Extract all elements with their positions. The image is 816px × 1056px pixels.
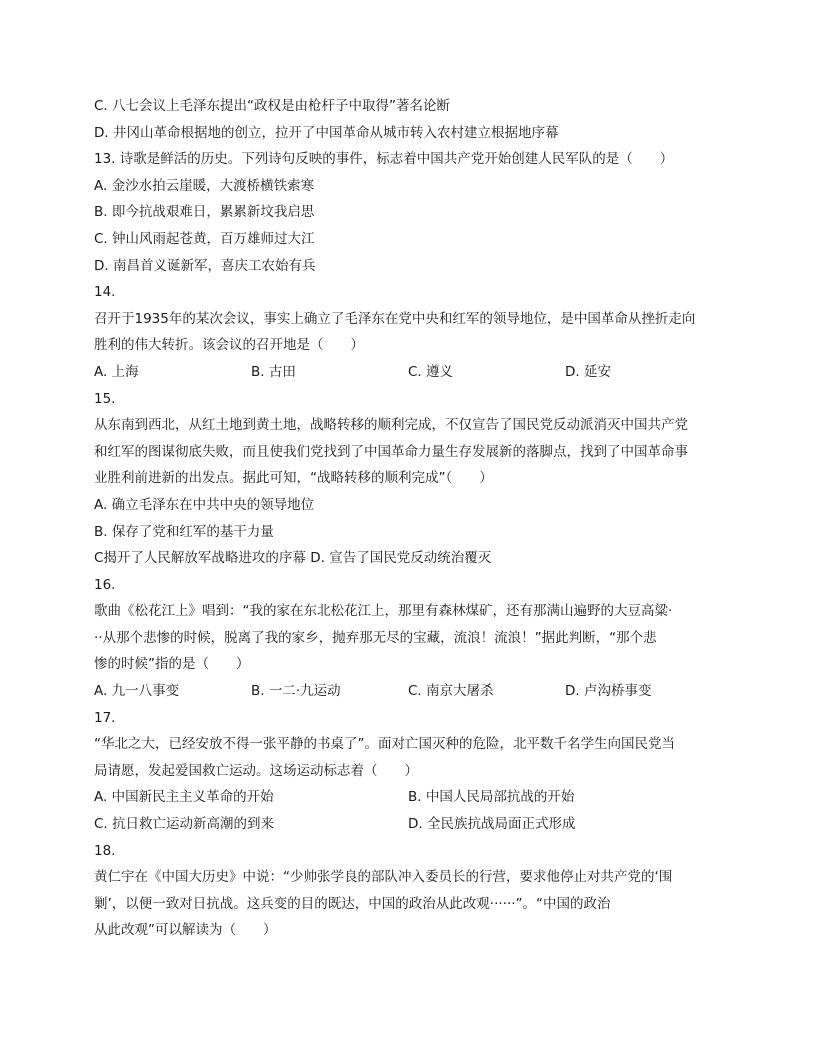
q16-option-b: B. 一二·九运动 — [251, 683, 341, 700]
q16-stem-line: 歌曲《松花江上》唱到：“我的家在东北松花江上，那里有森林煤矿，还有那满山遍野的大豆高粱· — [94, 603, 673, 620]
q17-option-d: D. 全民族抗战局面正式形成 — [408, 816, 576, 833]
q16-number: 16. — [94, 576, 116, 593]
question-content — [94, 93, 724, 944]
q12-option-d: D. 井冈山革命根据地的创立，拉开了中国革命从城市转入农村建立根据地序幕 — [94, 124, 559, 141]
q14-option-a: A. 上海 — [94, 363, 139, 380]
q12-option-c: C. 八七会议上毛泽东提出“政权是由枪杆子中取得”著名论断 — [94, 98, 450, 114]
q18-stem-line: 从此改观”可以解读为（ ） — [94, 922, 277, 939]
q13-option-b: B. 即今抗战艰难日，累累新坟我启思 — [94, 204, 315, 221]
q18-stem-line: 黄仁宇在《中国大历史》中说：“少帅张学良的部队冲入委员长的行营，要求他停止对共产党的‘围 — [94, 869, 673, 886]
q16-option-c: C. 南京大屠杀 — [408, 683, 494, 700]
q18-stem-line: 剿’，以便一致对日抗战。这兵变的目的既达，中国的政治从此改观······”。“中国的政治 — [94, 895, 611, 912]
q16-option-d: D. 卢沟桥事变 — [565, 683, 652, 700]
q14-stem-line: 召开于1935年的某次会议，事实上确立了毛泽东在党中央和红军的领导地位，是中国革命从挫折走向 — [94, 310, 696, 327]
q16-options — [94, 678, 724, 705]
q15-stem-line: 和红军的图谋彻底失败，而且使我们党找到了中国革命力量生存发展新的落脚点，找到了中国革命事 — [94, 443, 688, 460]
q17-option-a: A. 中国新民主主义革命的开始 — [94, 789, 274, 806]
q14-stem-line: 胜利的伟大转折。该会议的召开地是（ ） — [94, 337, 364, 354]
q17-options-row1 — [94, 784, 724, 811]
q14-number: 14. — [94, 284, 116, 301]
q16-stem-line: 惨的时候”指的是（ ） — [94, 656, 250, 673]
q15-number: 15. — [94, 390, 116, 407]
q17-options-row2 — [94, 811, 724, 838]
q17-number: 17. — [94, 709, 116, 726]
q15-stem-line: 业胜利前进新的出发点。据此可知，“战略转移的顺利完成”（ ） — [94, 470, 493, 487]
q14-option-d: D. 延安 — [565, 363, 611, 380]
q17-stem-line: 局请愿，发起爱国救亡运动。这场运动标志着（ ） — [94, 762, 418, 779]
q17-stem-line: “华北之大，已经安放不得一张平静的书桌了”。面对亡国灭种的危险，北平数千名学生向国民党当 — [94, 736, 675, 753]
q13-stem: 13. 诗歌是鲜活的历史。下列诗句反映的事件，标志着中国共产党开始创建人民军队的是（ ） — [94, 151, 674, 168]
q15-option-cd: C揭开了人民解放军战略进攻的序幕 D. 宣告了国民党反动统治覆灭 — [94, 550, 492, 567]
q14-option-c: C. 遵义 — [408, 363, 454, 380]
q16-option-a: A. 九一八事变 — [94, 683, 180, 700]
q17-option-b: B. 中国人民局部抗战的开始 — [408, 789, 575, 806]
q13-option-a: A. 金沙水拍云崖暖，大渡桥横铁索寒 — [94, 177, 315, 194]
q15-option-a: A. 确立毛泽东在中共中央的领导地位 — [94, 496, 315, 513]
q14-option-b: B. 古田 — [251, 363, 296, 380]
q14-options — [94, 359, 724, 386]
q13-option-c: C. 钟山风雨起苍黄，百万雄师过大江 — [94, 230, 315, 247]
q15-stem-line: 从东南到西北，从红土地到黄土地，战略转移的顺利完成，不仅宣告了国民党反动派消灭中国共产党 — [94, 417, 688, 434]
q16-stem-line: ··从那个悲惨的时候，脱离了我的家乡，抛弃那无尽的宝藏，流浪！流浪！”据此判断，“那个悲 — [94, 629, 657, 646]
q13-option-d: D. 南昌首义诞新军，喜庆工农始有兵 — [94, 257, 316, 274]
q17-option-c: C. 抗日救亡运动新高潮的到来 — [94, 816, 275, 833]
q18-number: 18. — [94, 842, 116, 859]
q15-option-b: B. 保存了党和红军的基干力量 — [94, 523, 274, 540]
